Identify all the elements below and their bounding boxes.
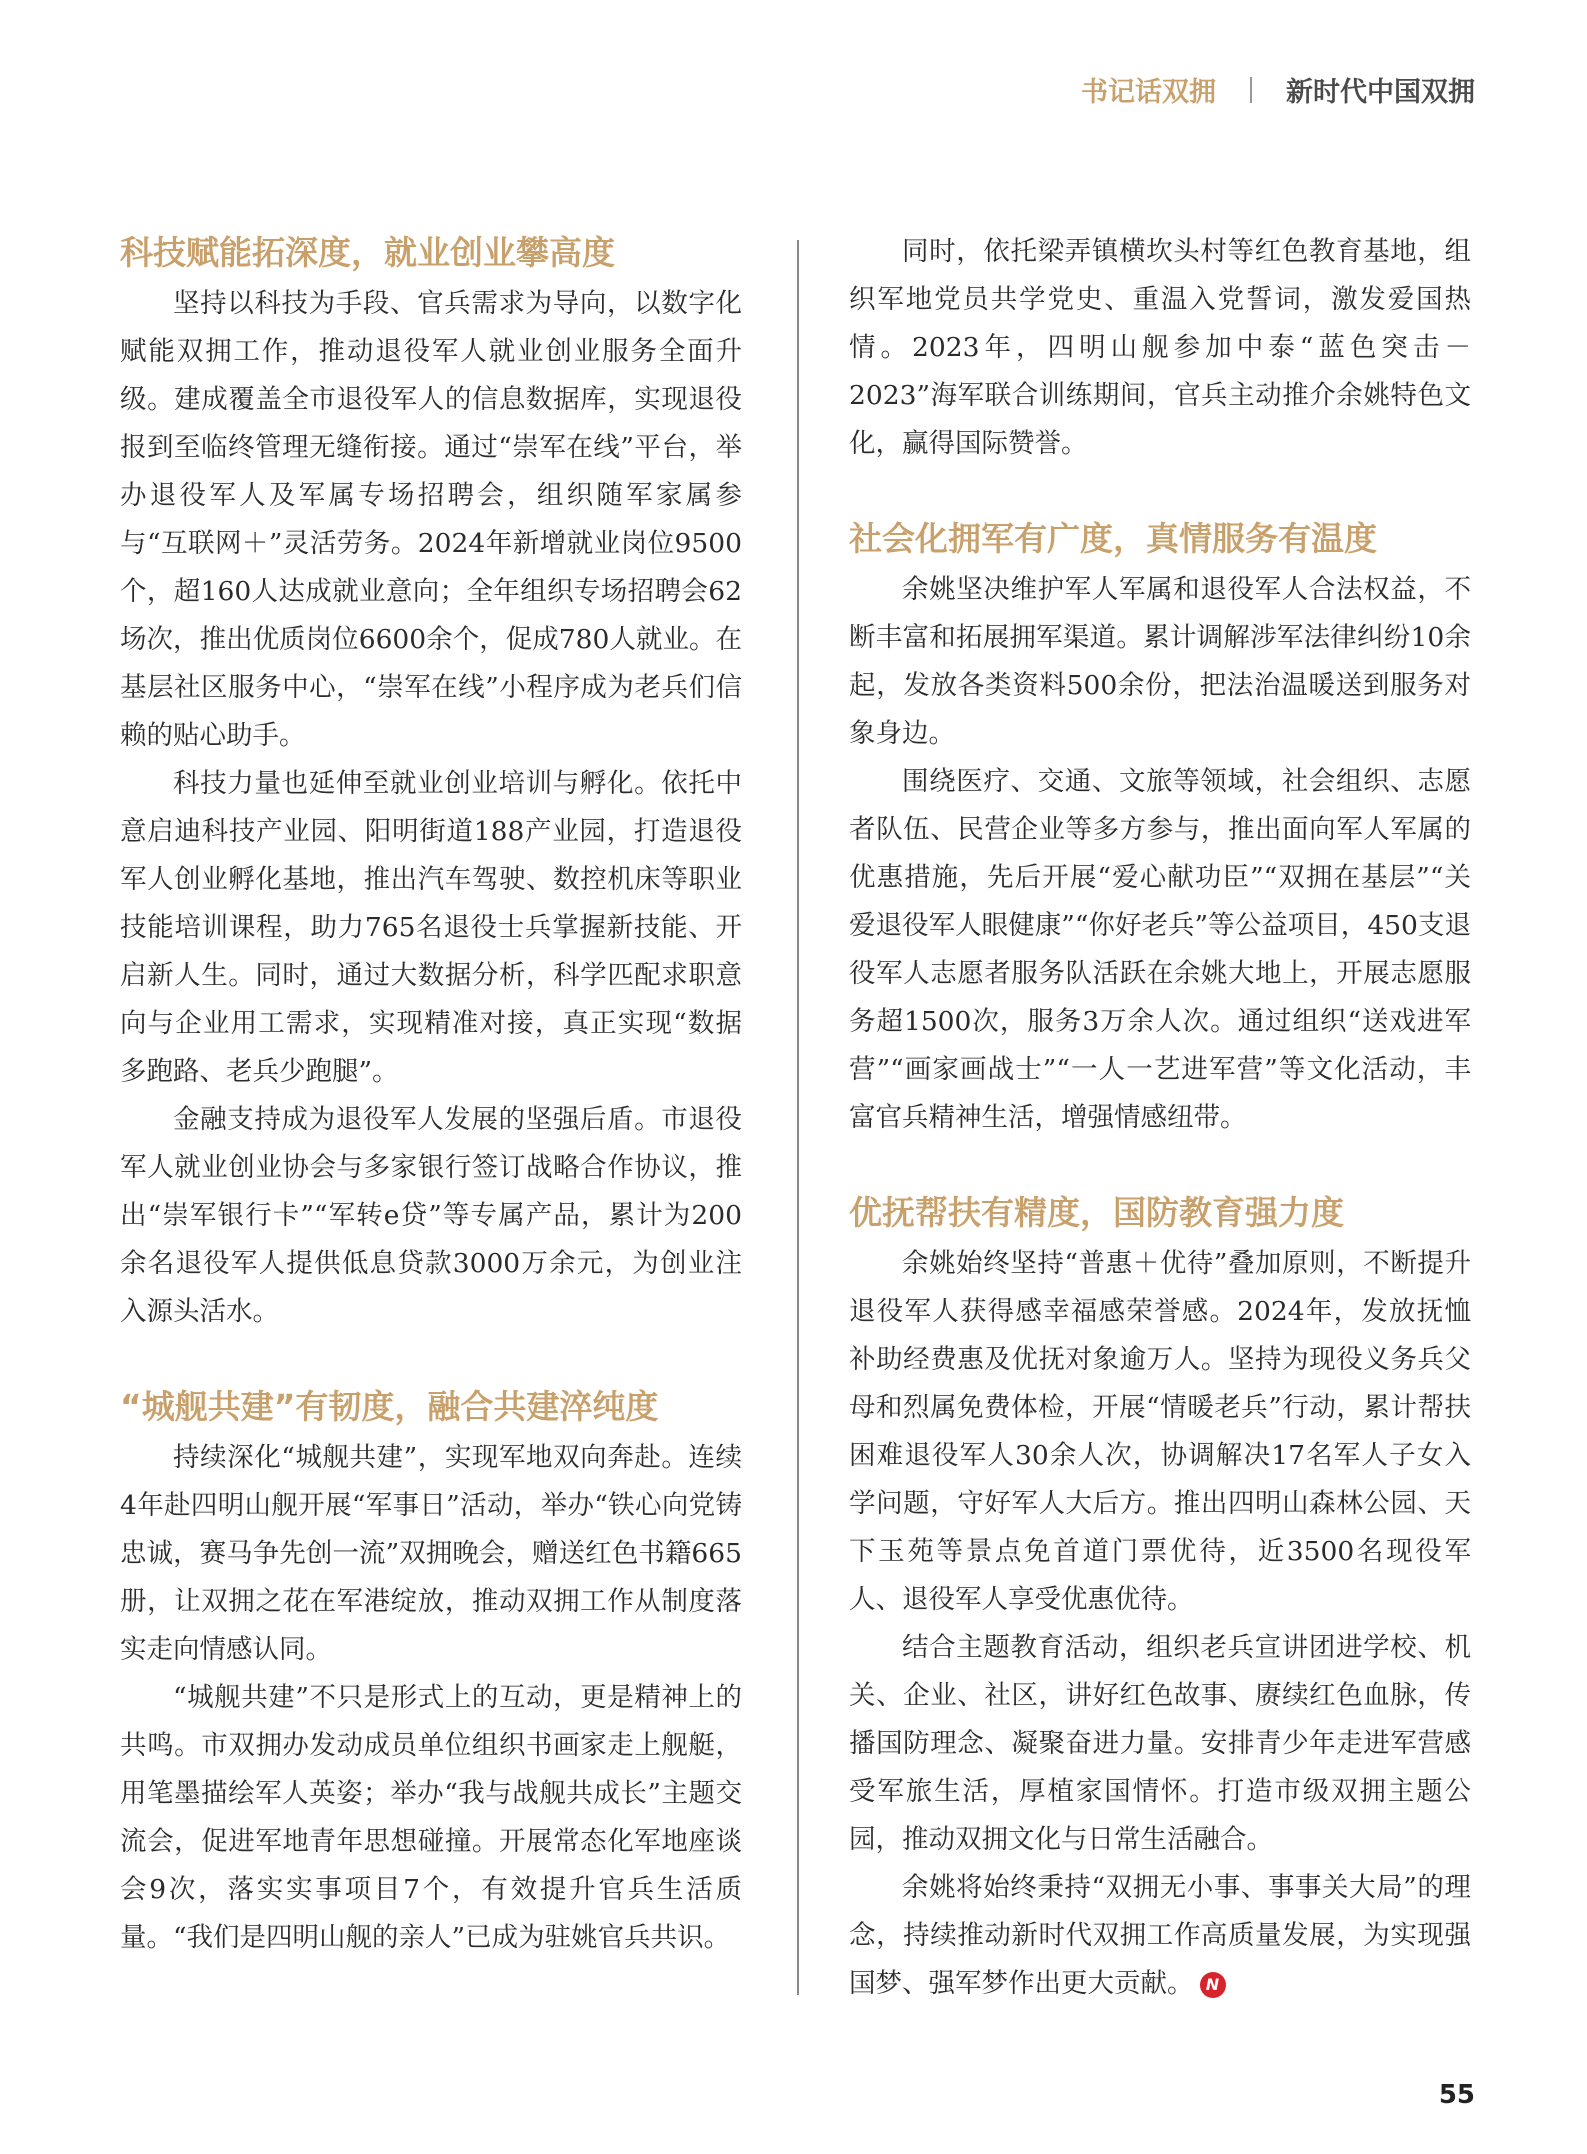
section-heading-social: 社会化拥军有广度，真情服务有温度 xyxy=(849,519,1377,558)
closing-paragraph xyxy=(849,1864,1471,2008)
section-heading-support: 优抚帮扶有精度，国防教育强力度 xyxy=(849,1193,1344,1232)
paragraph: 科技力量也延伸至就业创业培训与孵化。依托中意启迪科技产业园、阳明街道188产业园，打造退役军人创业孵化基地，推出汽车驾驶、数控机床等职业技能培训课程，助力765名退役士兵掌握新技能、开启新人生。同时，通过大数据分析，科学匹配求职意向与企业用工需求，实现精准对接，真正实现“数据多跑路、老兵少跑腿”。 xyxy=(120,768,742,1087)
section-heading-city-ship: “城舰共建”有韧度，融合共建淬纯度 xyxy=(120,1387,659,1426)
paragraph: 余姚坚决维护军人军属和退役军人合法权益，不断丰富和拓展拥军渠道。累计调解涉军法律纠纷10余起，发放各类资料500余份，把法治温暖送到服务对象身边。 xyxy=(849,574,1471,749)
section-heading-tech: 科技赋能拓深度，就业创业攀高度 xyxy=(120,233,615,272)
section-label: 书记话双拥 xyxy=(1081,77,1216,108)
column-divider xyxy=(797,240,799,1995)
paragraph: 结合主题教育活动，组织老兵宣讲团进学校、机关、企业、社区，讲好红色故事、赓续红色血脉，传播国防理念、凝聚奋进力量。安排青少年走进军营感受军旅生活，厚植家国情怀。打造市级双拥主题公园，推动双拥文化与日常生活融合。 xyxy=(849,1632,1471,1855)
paragraph: 坚持以科技为手段、官兵需求为导向，以数字化赋能双拥工作，推动退役军人就业创业服务全面升级。建成覆盖全市退役军人的信息数据库，实现退役报到至临终管理无缝衔接。通过“崇军在线”平台，举办退役军人及军属专场招聘会，组织随军家属参与“互联网＋”灵活劳务。2024年新增就业岗位9500个，超160人达成就业意向；全年组织专场招聘会62场次，推出优质岗位6600余个，促成780人就业。在基层社区服务中心，“崇军在线”小程序成为老兵们信赖的贴心助手。 xyxy=(120,288,742,751)
left-column xyxy=(120,228,742,1962)
running-header xyxy=(1081,70,1475,109)
paragraph: 围绕医疗、交通、文旅等领域，社会组织、志愿者队伍、民营企业等多方参与，推出面向军人军属的优惠措施，先后开展“爱心献功臣”“双拥在基层”“关爱退役军人眼健康”“你好老兵”等公益项目，450支退役军人志愿者服务队活跃在余姚大地上，开展志愿服务超1500次，服务3万余人次。通过组织“送戏进军营”“画家画战士”“一人一艺进军营”等文化活动，丰富官兵精神生活，增强情感纽带。 xyxy=(849,766,1471,1133)
paragraph: 金融支持成为退役军人发展的坚强后盾。市退役军人就业创业协会与多家银行签订战略合作协议，推出“崇军银行卡”“军转e贷”等专属产品，累计为200余名退役军人提供低息贷款3000万余元，为创业注入源头活水。 xyxy=(120,1104,742,1327)
right-column xyxy=(849,228,1471,2008)
paragraph: 余姚始终坚持“普惠＋优待”叠加原则，不断提升退役军人获得感幸福感荣誉感。2024年，发放抚恤补助经费惠及优抚对象逾万人。坚持为现役义务兵父母和烈属免费体检，开展“情暖老兵”行动，累计帮扶困难退役军人30余人次，协调解决17名军人子女入学问题，守好军人大后方。推出四明山森林公园、天下玉苑等景点免首道门票优待，近3500名现役军人、退役军人享受优惠优待。 xyxy=(849,1248,1471,1615)
header-divider xyxy=(1250,77,1252,103)
paragraph: 持续深化“城舰共建”，实现军地双向奔赴。连续4年赴四明山舰开展“军事日”活动，举办“铁心向党铸忠诚，赛马争先创一流”双拥晚会，赠送红色书籍665册，让双拥之花在军港绽放，推动双拥工作从制度落实走向情感认同。 xyxy=(120,1442,742,1665)
paragraph: 同时，依托梁弄镇横坎头村等红色教育基地，组织军地党员共学党史、重温入党誓词，激发爱国热情。2023年，四明山舰参加中泰“蓝色突击－2023”海军联合训练期间，官兵主动推介余姚特色文化，赢得国际赞誉。 xyxy=(849,236,1471,459)
page-number: 55 xyxy=(1438,2080,1475,2110)
closing-text: 余姚将始终秉持“双拥无小事、事事关大局”的理念，持续推动新时代双拥工作高质量发展，为实现强国梦、强军梦作出更大贡献。 xyxy=(849,1872,1471,1999)
paragraph: “城舰共建”不只是形式上的互动，更是精神上的共鸣。市双拥办发动成员单位组织书画家走上舰艇，用笔墨描绘军人英姿；举办“我与战舰共成长”主题交流会，促进军地青年思想碰撞。开展常态化军地座谈会9次，落实实事项目7个，有效提升官兵生活质量。“我们是四明山舰的亲人”已成为驻姚官兵共识。 xyxy=(120,1682,742,1953)
magazine-logo-icon: N xyxy=(1200,1972,1226,1998)
series-label: 新时代中国双拥 xyxy=(1286,77,1475,108)
